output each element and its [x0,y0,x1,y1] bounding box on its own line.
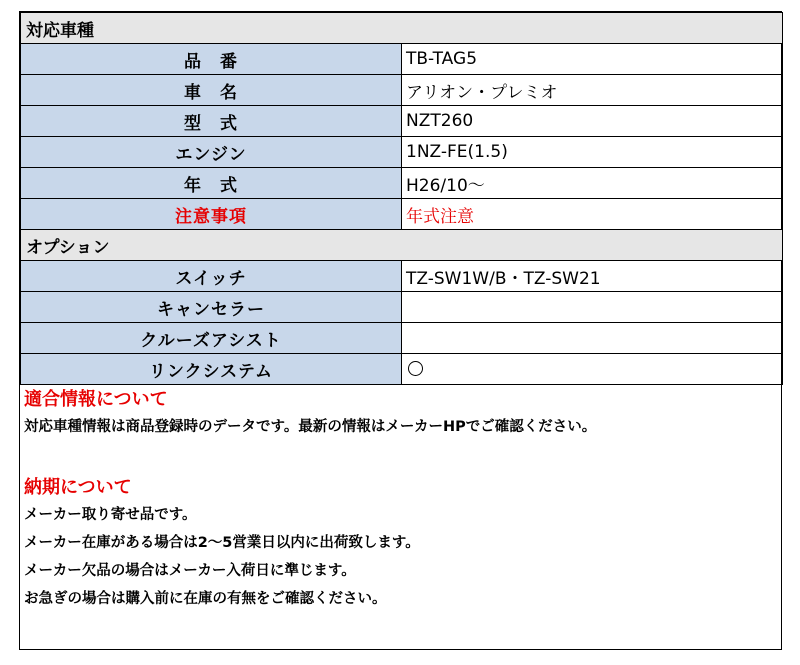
spacer [24,441,781,475]
value-canceller [402,292,783,323]
spec-row-year [21,168,783,199]
compat-heading: 適合情報について [24,389,168,410]
label-model-code: 型 式 [21,106,402,137]
value-model-code: NZT260 [402,106,783,137]
section-title-options: オプション [21,230,783,261]
value-switch: TZ-SW1W/B・TZ-SW21 [402,261,783,292]
option-row-canceller [21,292,783,323]
spec-table [20,12,783,385]
value-caution: 年式注意 [402,199,783,230]
circle-mark-icon [408,361,423,376]
section-row-options [21,230,783,261]
label-cruise-assist: クルーズアシスト [21,323,402,354]
value-link-system [402,354,783,385]
label-link-system: リンクシステム [21,354,402,385]
value-engine: 1NZ-FE(1.5) [402,137,783,168]
label-part-number: 品 番 [21,44,402,75]
spec-row-car-name [21,75,783,106]
spec-row-engine [21,137,783,168]
delivery-line-1: メーカー取り寄せ品です。 [24,507,197,523]
spec-row-caution [21,199,783,230]
label-canceller: キャンセラー [21,292,402,323]
delivery-heading: 納期について [24,477,132,498]
section-row-vehicle [21,13,783,44]
option-row-switch [21,261,783,292]
spec-sheet [19,11,782,650]
delivery-line-3: メーカー欠品の場合はメーカー入荷日に準じます。 [24,563,356,579]
label-switch: スイッチ [21,261,402,292]
label-year: 年 式 [21,168,402,199]
label-caution: 注意事項 [21,199,402,230]
compat-text: 対応車種情報は商品登録時のデータです。最新の情報はメーカーHPでご確認ください。 [24,419,597,435]
delivery-line-4: お急ぎの場合は購入前に在庫の有無をご確認ください。 [24,591,387,607]
option-row-link-system [21,354,783,385]
section-title-vehicle: 対応車種 [21,13,783,44]
value-year: H26/10～ [402,168,783,199]
spec-row-model-code [21,106,783,137]
notes-section [20,385,781,613]
spec-row-part-number [21,44,783,75]
value-cruise-assist [402,323,783,354]
option-row-cruise-assist [21,323,783,354]
label-engine: エンジン [21,137,402,168]
label-car-name: 車 名 [21,75,402,106]
value-part-number: TB-TAG5 [402,44,783,75]
delivery-line-2: メーカー在庫がある場合は2～5営業日以内に出荷致します。 [24,535,420,551]
value-car-name: アリオン・プレミオ [402,75,783,106]
